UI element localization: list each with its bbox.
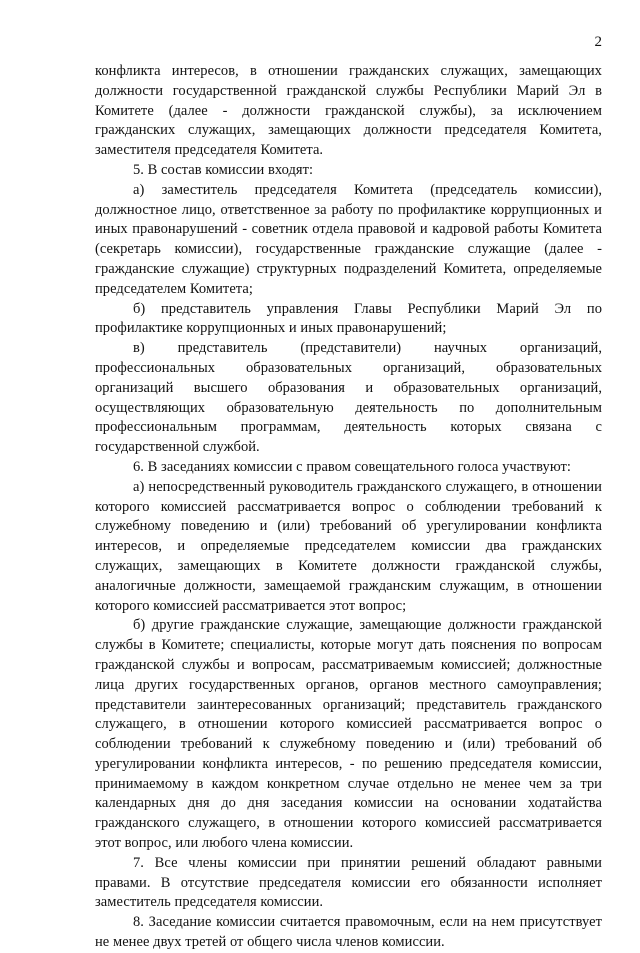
paragraph-item-5-heading: 5. В состав комиссии входят: (133, 161, 314, 178)
paragraph-item-5c: в) представитель (представители) научных организаций, профессиональных образовательных организаций, образовательных организаций высшего образования и образовательных организаций, осуществляющих образовательную деятельность по дополнительным профессиональным программам, деятельность которых связана с государственной службой. (95, 340, 602, 456)
document-body (95, 62, 602, 953)
paragraph-item-8: 8. Заседание комиссии считается правомочным, если на нем присутствует не менее двух третей от общего числа членов комиссии. (95, 914, 602, 951)
paragraph-continuation: конфликта интересов, в отношении гражданских служащих, замещающих должности государственной гражданской службы Республики Марий Эл в Комитете (далее - должности гражданской службы), за исключением гражданских служащих, замещающих должности председателя Комитета, заместителя председателя Комитета. (95, 63, 602, 159)
paragraph-item-6-heading: 6. В заседаниях комиссии с правом совещательного голоса участвуют: (133, 458, 571, 475)
page-number: 2 (594, 34, 602, 50)
paragraph-item-7: 7. Все члены комиссии при принятии решений обладают равными правами. В отсутствие председателя комиссии его обязанности исполняет заместитель председателя комиссии. (95, 854, 602, 911)
paragraph-item-5b: б) представитель управления Главы Республики Марий Эл по профилактике коррупционных и иных правонарушений; (95, 300, 602, 337)
paragraph-item-6a: а) непосредственный руководитель гражданского служащего, в отношении которого комиссией рассматривается вопрос о соблюдении требований к служебному поведению и (или) требований об урегулировании конфликта интересов, и определяемые председателем комиссии два гражданских служащих, замещающих в Комитете должности гражданской службы, аналогичные должности, замещаемой гражданским служащим, в отношении которого комиссией рассматривается этот вопрос; (95, 478, 602, 614)
paragraph-item-6b: б) другие гражданские служащие, замещающие должности гражданской службы в Комитете; специалисты, которые могут дать пояснения по вопросам гражданской службы и вопросам, рассматриваемым комиссией; должностные лица других государственных органов, органов местного самоуправления; представители заинтересованных организаций; представитель гражданского служащего, в отношении которого комиссией рассматривается вопрос о соблюдении требований к служебному поведению и (или) требований об урегулировании конфликта интересов, - по решению председателя комиссии, принимаемому в каждом конкретном случае отдельно не менее чем за три календарных дня до дня заседания комиссии на основании ходатайства гражданского служащего, в отношении которого комиссией рассматривается этот вопрос, или любого члена комиссии. (95, 617, 602, 852)
paragraph-item-5a: а) заместитель председателя Комитета (председатель комиссии), должностное лицо, ответственное за работу по профилактике коррупционных и иных правонарушений - советник отдела правовой и кадровой работы Комитета (секретарь комиссии), государственные гражданские служащие (далее - гражданские служащие) структурных подразделений Комитета, определяемые председателем Комитета; (95, 181, 602, 297)
